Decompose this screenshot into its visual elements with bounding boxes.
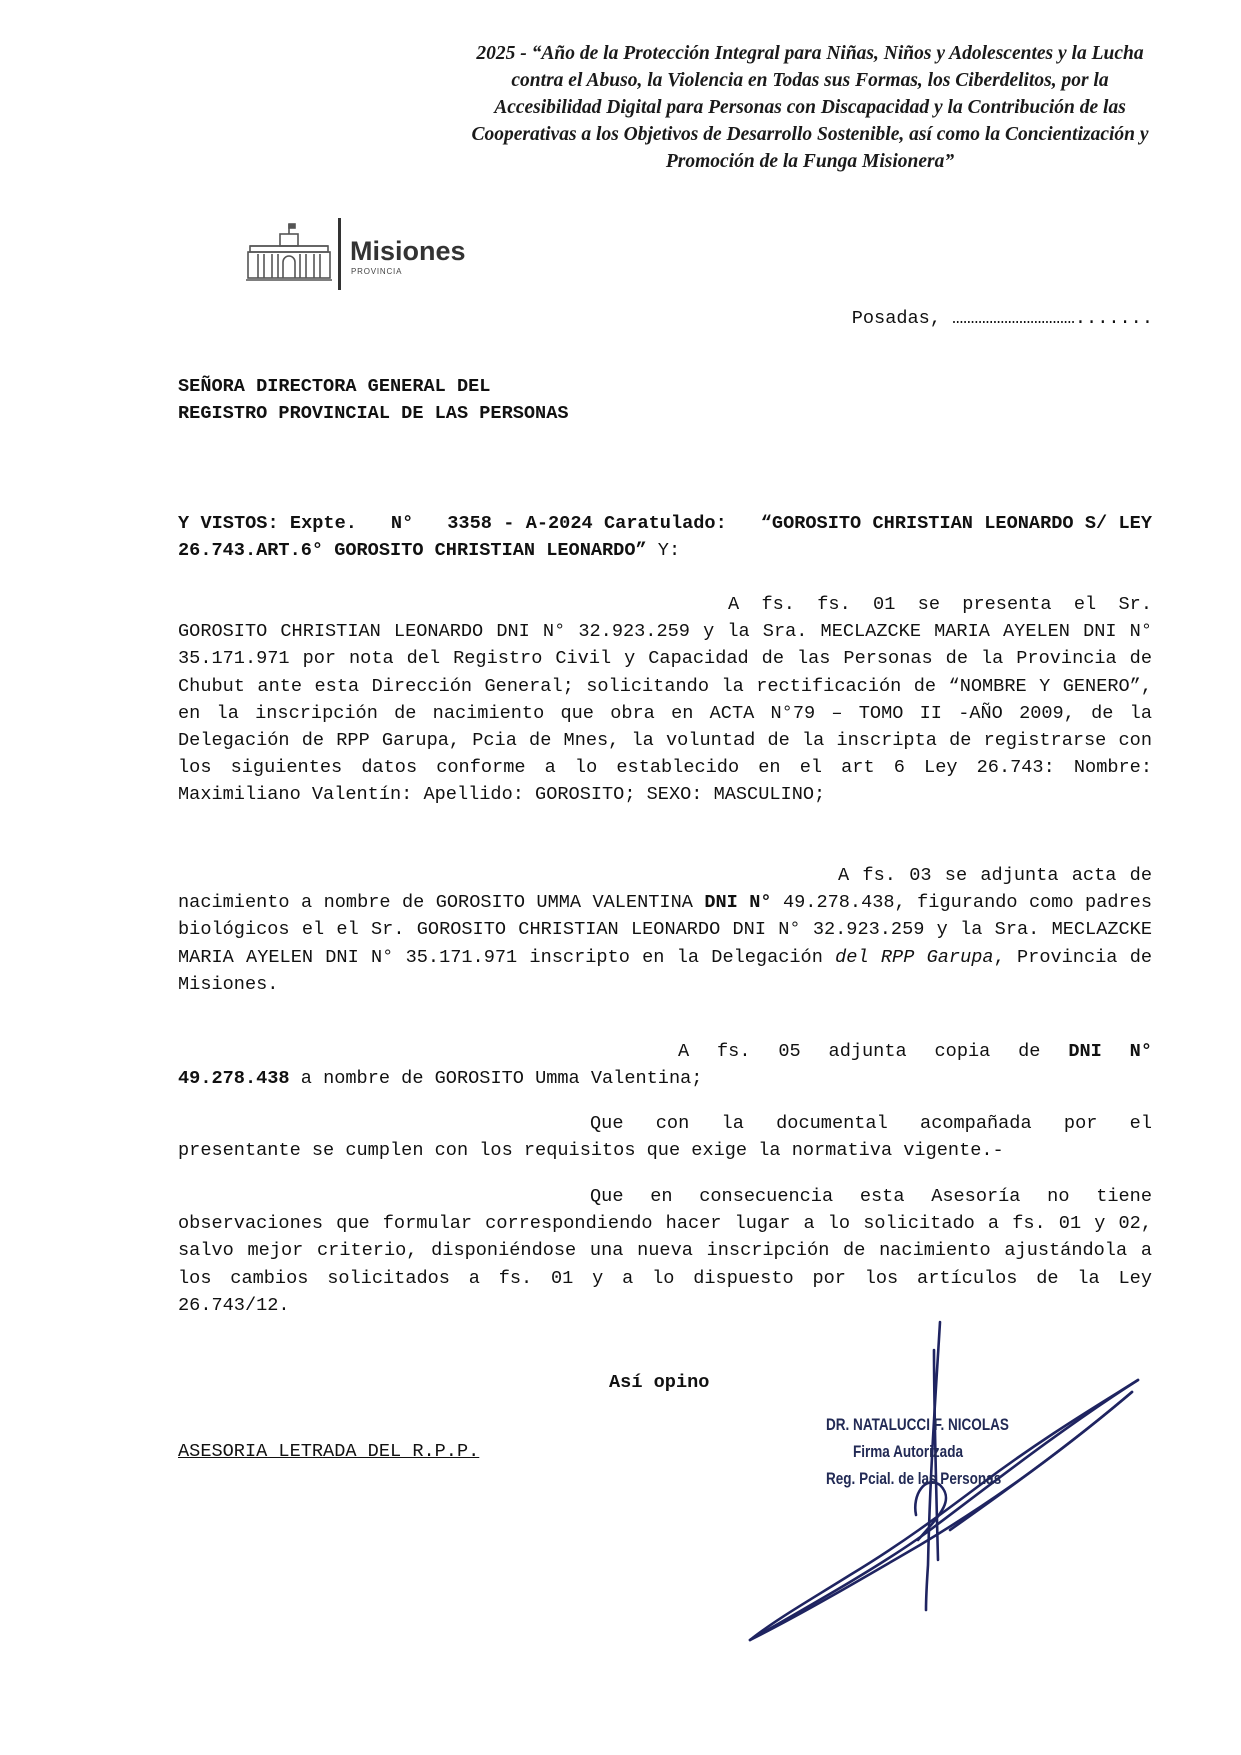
paragraph-3	[178, 1038, 1152, 1092]
motto-line: contra el Abuso, la Violencia en Todas sus Formas, los Ciberdelitos, por la	[511, 70, 1109, 91]
paragraph-2	[178, 862, 1152, 998]
vistos-paragraph	[178, 510, 1152, 564]
addressee-line: SEÑORA DIRECTORA GENERAL DEL	[178, 376, 491, 397]
expediente-number: 3358 - A-2024	[447, 513, 593, 534]
paragraph-3-text-b: a nombre de GOROSITO Umma Valentina;	[289, 1068, 703, 1090]
vistos-label: Y VISTOS: Expte.	[178, 513, 357, 534]
motto-line: Promoción de la Funga Misionera”	[665, 151, 955, 172]
paragraph-1-text: A fs. fs. 01 se presenta el Sr. GOROSITO CHRISTIAN LEONARDO DNI N° 32.923.259 y la Sra. MECLAZCKE MARIA AYELEN DNI N° 35.171.971 por nota del Registro Civil y Capacidad de las Personas de la Provincia de Chubut ante esta Dirección General; solicitando la rectificación de “NOMBRE Y GENERO”, en la inscripción de nacimiento que obra en ACTA N°79 – TOMO II -AÑO 2009, de la Delegación de RPP Garupa, Pcia de Mnes, la voluntad de la inscripta de registrarse con los siguientes datos conforme a lo establecido en el art 6 Ley 26.743: Nombre: Maximiliano Valentín: Apellido: GOROSITO; SEXO: MASCULINO;	[178, 594, 1152, 806]
paragraph-2-dni: DNI N°	[704, 892, 772, 914]
signature-stamp	[826, 1412, 1009, 1493]
paragraph-4-text: Que con la documental acompañada por el presentante se cumplen con los requisitos que exige la normativa vigente.-	[178, 1113, 1152, 1162]
header-motto	[440, 40, 1180, 175]
addressee-line: REGISTRO PROVINCIAL DE LAS PERSONAS	[178, 403, 569, 425]
paragraph-5-text: Que en consecuencia esta Asesoría no tiene observaciones que formular correspondiendo hacer lugar a lo solicitado a fs. 01 y 02, salvo mejor criterio, disponiéndose una nueva inscripción de nacimiento ajustándola a los cambios solicitados a fs. 01 y a lo dispuesto por los artículos de la Ley 26.743/12.	[178, 1186, 1152, 1316]
paragraph-2-text-c: , Provincia de Misiones.	[178, 946, 1153, 995]
dateline: Posadas, …………………………….......	[851, 308, 1153, 329]
misiones-logo	[246, 214, 486, 294]
paragraph-2-text-a: A fs. 03 se adjunta acta de nacimiento a nombre de GOROSITO UMMA VALENTINA	[178, 865, 1152, 914]
logo-divider	[338, 218, 341, 290]
paragraph-3-text-a: A fs. 05 adjunta copia de	[678, 1041, 1069, 1062]
paragraph-3-dni: DNI N° 49.278.438	[178, 1041, 1152, 1090]
stamp-office: Reg. Pcial. de las Personas	[826, 1470, 1002, 1488]
paragraph-4	[178, 1110, 1152, 1164]
motto-line: Accesibilidad Digital para Personas con Discapacidad y la Contribución de las	[494, 97, 1126, 118]
paragraph-2-text-b: 49.278.438, figurando como padres biológicos el el Sr. GOROSITO CHRISTIAN LEONARDO DNI N° 32.923.259 y la Sra. MECLAZCKE MARIA AYELEN DNI N° 35.171.971 inscripto en la Delegación	[178, 892, 1152, 968]
logo-subtitle: PROVINCIA	[351, 267, 403, 276]
motto-line: Cooperativas a los Objetivos de Desarrollo Sostenible, así como la Concientización y	[471, 124, 1149, 145]
stamp-title: Firma Autorizada	[852, 1443, 964, 1461]
paragraph-2-italic: del RPP Garupa	[835, 946, 994, 968]
paragraph-5	[178, 1183, 1152, 1319]
vistos-tail: Y:	[646, 540, 681, 562]
paragraph-1	[178, 591, 1152, 809]
motto-line: 2025 - “Año de la Protección Integral para Niñas, Niños y Adolescentes y la Lucha	[476, 43, 1144, 64]
logo-name: Misiones	[350, 236, 466, 266]
caratulado-label: Caratulado:	[604, 513, 727, 534]
stamp-name: DR. NATALUCCI F. NICOLAS	[826, 1416, 1009, 1434]
vistos-num-label: N°	[390, 513, 414, 534]
caratula: “GOROSITO CHRISTIAN LEONARDO S/ LEY 26.743.ART.6° GOROSITO CHRISTIAN LEONARDO”	[178, 513, 1152, 562]
addressee	[178, 373, 1152, 427]
office-name: ASESORIA LETRADA DEL R.P.P.	[178, 1441, 480, 1462]
closing-text: Así opino	[609, 1372, 710, 1393]
government-building-icon	[246, 222, 332, 282]
